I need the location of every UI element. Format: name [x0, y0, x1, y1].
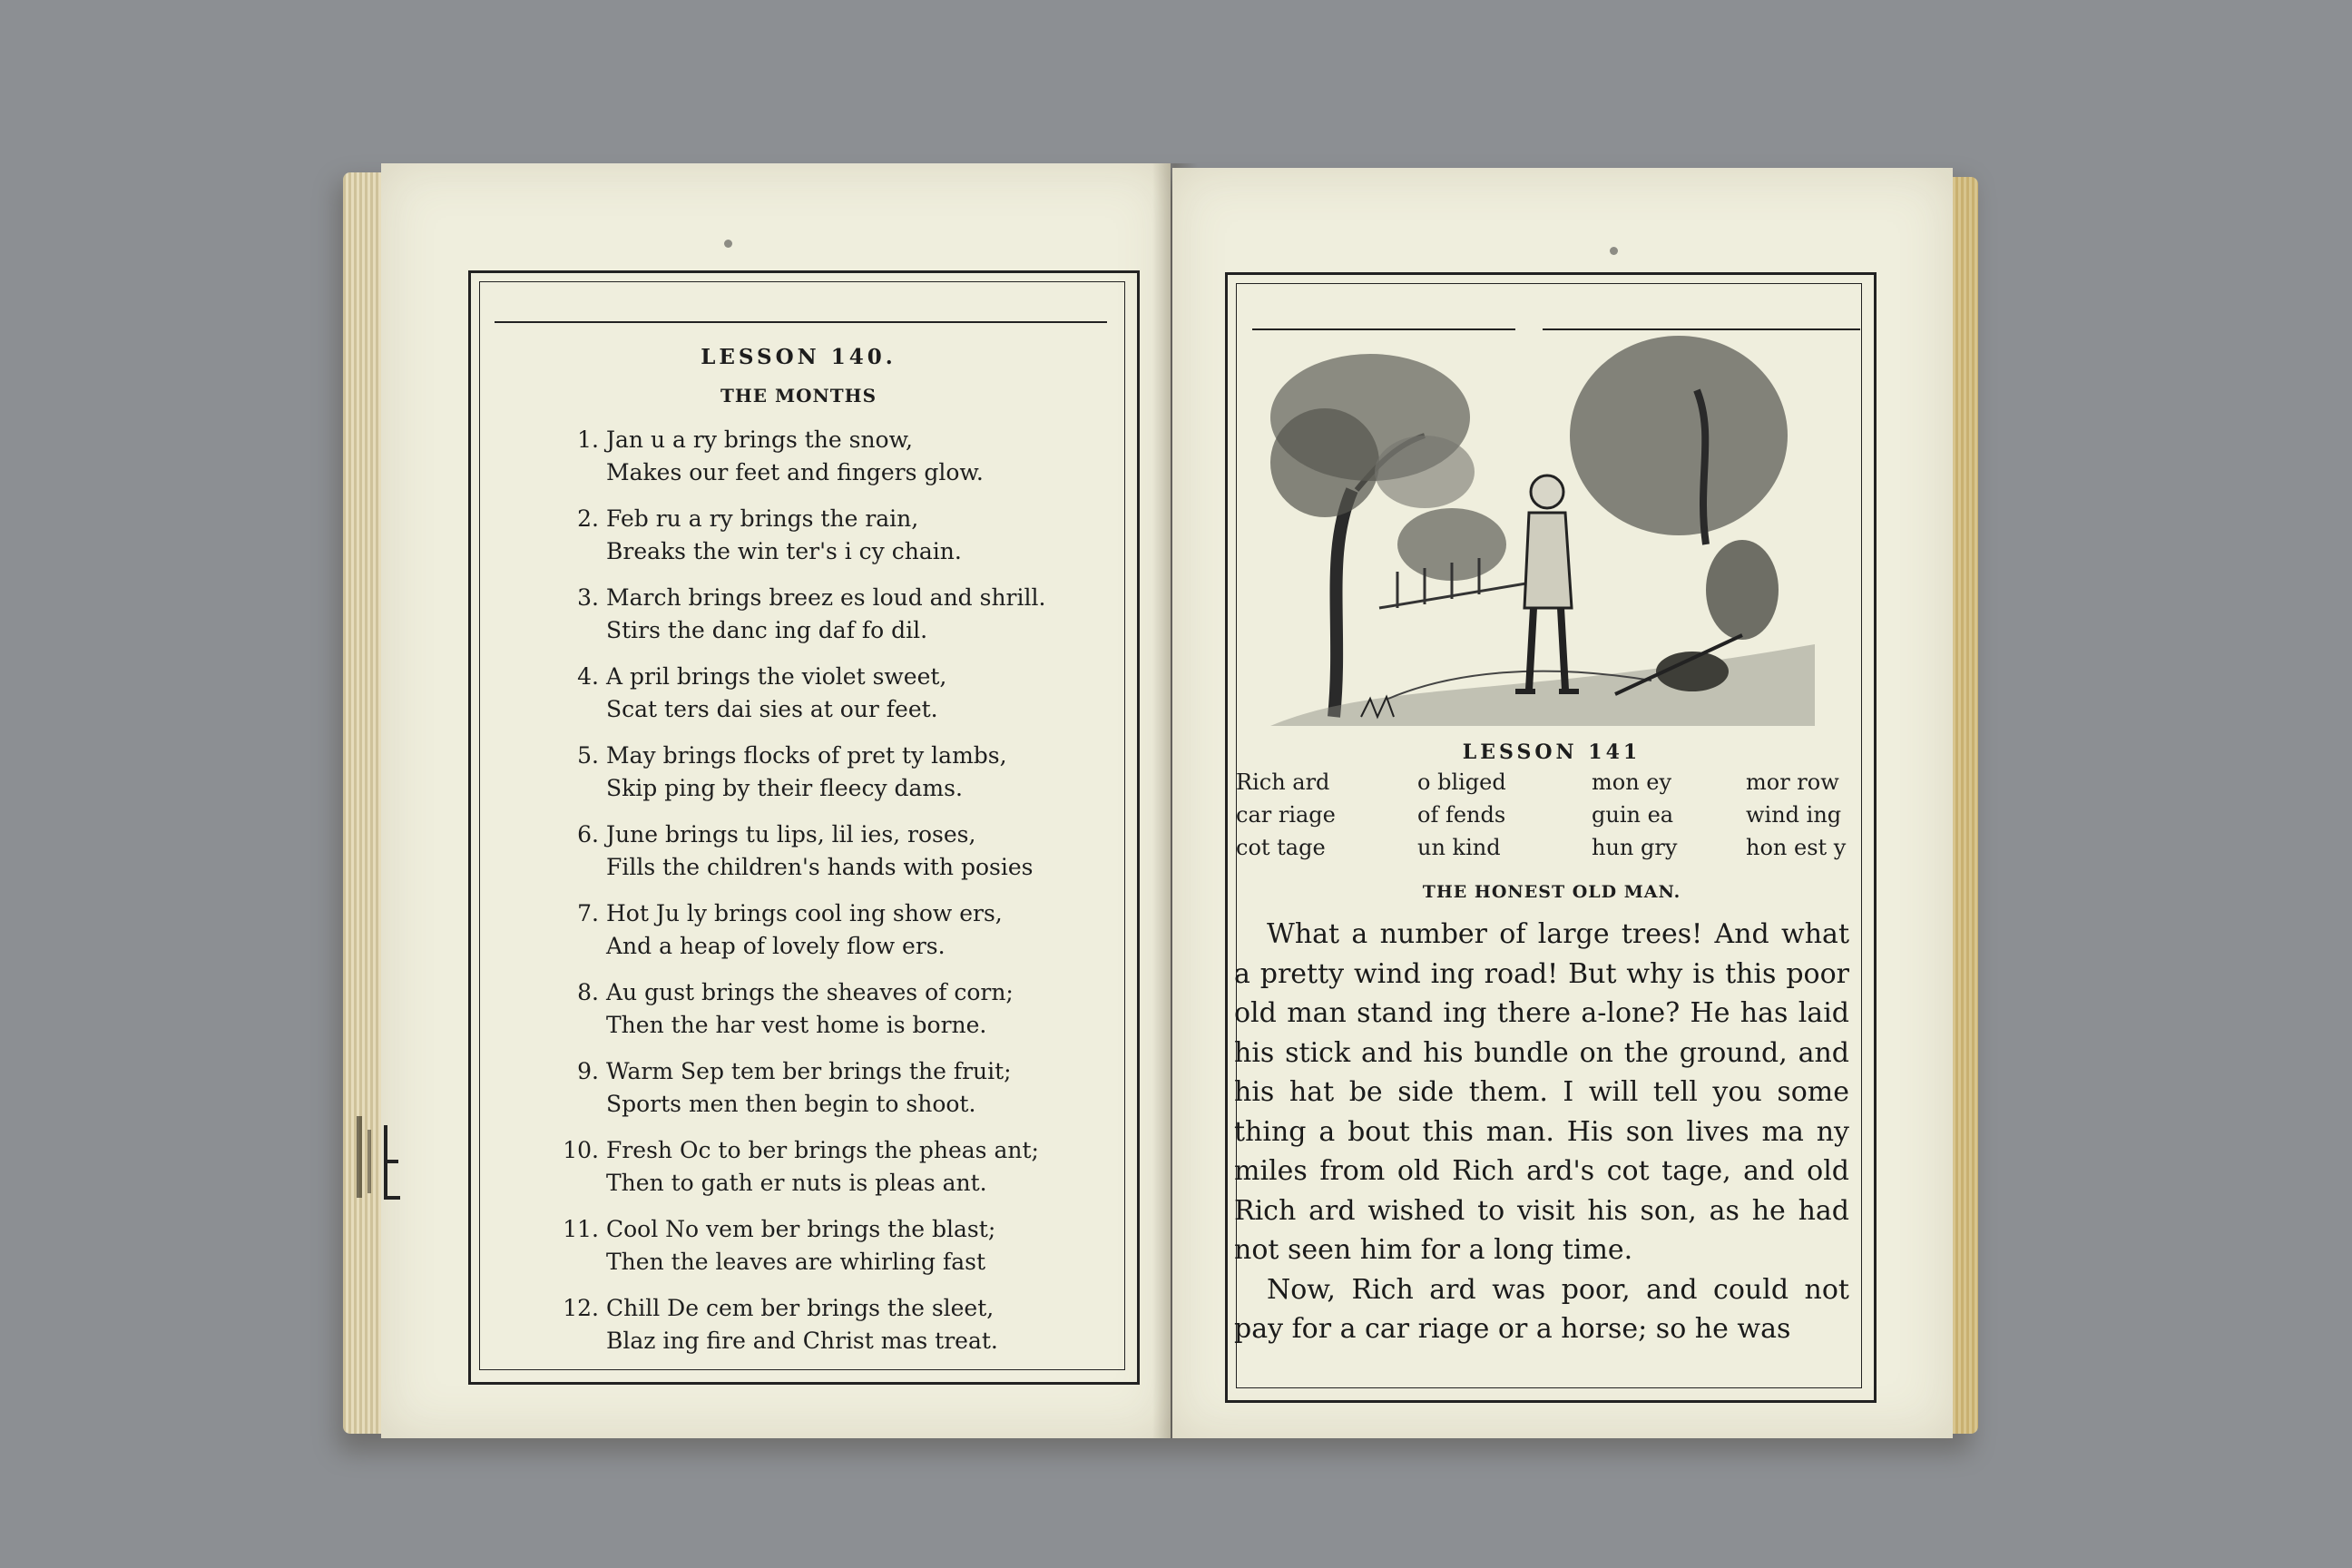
vocab-word: of fends: [1417, 802, 1506, 828]
stanza-number: 1.: [577, 426, 599, 453]
poem-stanza: [555, 505, 1100, 584]
stanza-line: Then to gath er nuts is pleas ant.: [606, 1170, 987, 1196]
right-header-rule: [1543, 328, 1860, 330]
stanza-number: 9.: [577, 1058, 599, 1084]
stanza-number: 12.: [563, 1295, 599, 1321]
stanza-number: 7.: [577, 900, 599, 926]
vocab-word: hun gry: [1592, 835, 1678, 860]
stanza-line: Sports men then begin to shoot.: [606, 1091, 976, 1117]
story-paragraph: What a number of large trees! And what a pretty wind ing road! But why is this poor old man stand ing there a-lone? He has laid his stick and his bundle on the ground, and his hat be side them. I will tell you some thing a bout this man. His son lives ma ny miles from old Rich ard's cot tage, and old Rich ard wished to visit his son, as he had not seen him for a long time.: [1234, 918, 1849, 1266]
stanza-number: 2.: [577, 505, 599, 532]
page-hole-dot: [724, 240, 732, 248]
poem-stanza: [555, 742, 1100, 821]
vocab-word: guin ea: [1592, 802, 1674, 828]
vocab-word: un kind: [1417, 835, 1501, 860]
vocabulary-list: [1236, 769, 1853, 867]
stanza-number: 3.: [577, 584, 599, 611]
stanza-line: Cool No vem ber brings the blast;: [606, 1216, 996, 1242]
poem-stanza: [555, 1137, 1100, 1216]
stanza-line: Fills the children's hands with posies: [606, 854, 1034, 880]
stanza-line: Makes our feet and fingers glow.: [606, 459, 984, 485]
stanza-line: Feb ru a ry brings the rain,: [606, 505, 919, 532]
story-paragraph: Now, Rich ard was poor, and could not pay for a car riage or a horse; so he was: [1234, 1273, 1849, 1345]
vocab-word: wind ing: [1746, 802, 1842, 828]
vocab-word: mor row: [1746, 769, 1839, 795]
lesson-140-title: LESSON 140.: [701, 345, 897, 369]
stanza-number: 5.: [577, 742, 599, 769]
story-text: [1234, 915, 1849, 1349]
vocab-row: [1236, 769, 1853, 802]
stanza-line: Blaz ing fire and Christ mas treat.: [606, 1328, 998, 1354]
vocab-word: cot tage: [1236, 835, 1326, 860]
lesson-141-title: LESSON 141: [1462, 740, 1642, 764]
stanza-line: Hot Ju ly brings cool ing show ers,: [606, 900, 1003, 926]
stanza-line: A pril brings the violet sweet,: [606, 663, 947, 690]
vocab-word: car riage: [1236, 802, 1336, 828]
left-header-rule: [495, 321, 1107, 323]
stanza-line: Au gust brings the sheaves of corn;: [606, 979, 1014, 1005]
stanza-number: 10.: [563, 1137, 599, 1163]
stanza-line: Fresh Oc to ber brings the pheas ant;: [606, 1137, 1039, 1163]
stanza-line: Stirs the danc ing daf fo dil.: [606, 617, 928, 643]
right-header-rule: [1252, 328, 1515, 330]
poem-stanza: [555, 900, 1100, 979]
vocab-word: hon est y: [1746, 835, 1847, 860]
months-poem: [555, 426, 1100, 1374]
stanza-line: May brings flocks of pret ty lambs,: [606, 742, 1007, 769]
stanza-line: June brings tu lips, lil ies, roses,: [606, 821, 976, 848]
stanza-number: 11.: [563, 1216, 599, 1242]
poem-stanza: [555, 1216, 1100, 1295]
stanza-line: And a heap of lovely flow ers.: [606, 933, 946, 959]
poem-stanza: [555, 979, 1100, 1058]
vocab-word: mon ey: [1592, 769, 1672, 795]
vocab-row: [1236, 802, 1853, 835]
vocab-word: Rich ard: [1236, 769, 1330, 795]
vocab-row: [1236, 835, 1853, 867]
woodcut-illustration: [1270, 336, 1815, 726]
the-months-subtitle: THE MONTHS: [720, 385, 877, 407]
left-page-edges: [343, 172, 385, 1434]
page-hole-dot: [1610, 247, 1618, 255]
stanza-line: Then the leaves are whirling fast: [606, 1249, 986, 1275]
poem-stanza: [555, 663, 1100, 742]
stanza-line: Breaks the win ter's i cy chain.: [606, 538, 962, 564]
story-title: THE HONEST OLD MAN.: [1422, 882, 1681, 902]
stanza-number: 8.: [577, 979, 599, 1005]
stanza-line: Warm Sep tem ber brings the fruit;: [606, 1058, 1012, 1084]
stanza-line: March brings breez es loud and shrill.: [606, 584, 1046, 611]
poem-stanza: [555, 584, 1100, 663]
poem-stanza: [555, 426, 1100, 505]
stanza-line: Skip ping by their fleecy dams.: [606, 775, 963, 801]
stanza-line: Chill De cem ber brings the sleet,: [606, 1295, 995, 1321]
index-tab-marks: [349, 1098, 413, 1225]
stanza-line: Scat ters dai sies at our feet.: [606, 696, 938, 722]
stanza-number: 4.: [577, 663, 599, 690]
poem-stanza: [555, 821, 1100, 900]
vocab-word: o bliged: [1417, 769, 1506, 795]
stanza-line: Then the har vest home is borne.: [606, 1012, 987, 1038]
stanza-line: Jan u a ry brings the snow,: [606, 426, 913, 453]
stanza-number: 6.: [577, 821, 599, 848]
poem-stanza: [555, 1295, 1100, 1374]
poem-stanza: [555, 1058, 1100, 1137]
